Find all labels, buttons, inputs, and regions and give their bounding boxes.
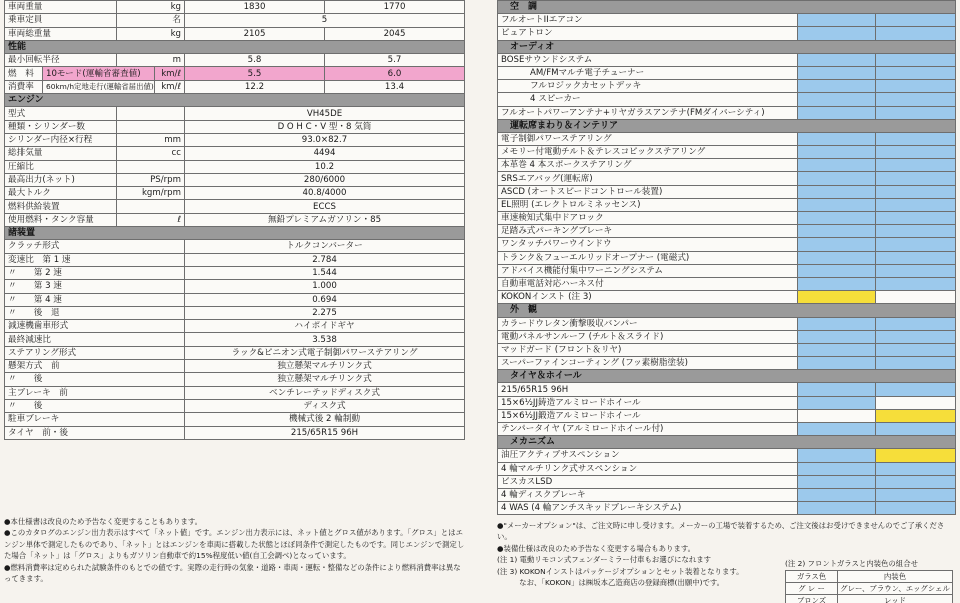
equipment-row	[498, 383, 956, 396]
equipment-row	[498, 172, 956, 185]
row-value: 独立懸架マルチリンク式	[185, 360, 465, 373]
drivetrain-row	[5, 306, 465, 319]
glass-header: 内装色	[838, 571, 953, 583]
availability-cell-1	[798, 449, 876, 462]
equipment-label: ワンタッチパワーウインドウ	[498, 238, 798, 251]
equipment-label: テンパータイヤ (アルミロードホイール付)	[498, 423, 798, 436]
drivetrain-table	[4, 226, 465, 440]
section-title: タイヤ＆ホイール	[498, 370, 956, 383]
equipment-label: アドバイス機能付集中ワーニングシステム	[498, 264, 798, 277]
row-unit: ℓ	[117, 213, 185, 226]
row-value: ラック&ピニオン式電子制御パワーステアリング	[185, 346, 465, 359]
availability-cell-2	[876, 225, 956, 238]
row-value: 3.538	[185, 333, 465, 346]
row-label: 車両重量	[5, 1, 117, 14]
row-label: 〃 第 2 速	[5, 266, 185, 279]
row-unit: kg	[117, 27, 185, 40]
section-title: 諸装置	[5, 227, 465, 240]
drivetrain-row	[5, 240, 465, 253]
row-label: 燃料供給装置	[5, 200, 117, 213]
engine-row	[5, 187, 465, 200]
drivetrain-row	[5, 346, 465, 359]
row-value: 1.000	[185, 280, 465, 293]
availability-cell-1	[798, 185, 876, 198]
availability-cell-2	[876, 343, 956, 356]
availability-cell-2	[876, 317, 956, 330]
availability-cell-2	[876, 212, 956, 225]
availability-cell-1	[798, 251, 876, 264]
engine-row	[5, 107, 465, 120]
equipment-label: カラードウレタン衝撃吸収バンパー	[498, 317, 798, 330]
row-unit	[117, 107, 185, 120]
availability-cell-2	[876, 291, 956, 304]
row-value: 無鉛プレミアムガソリン・85	[185, 213, 465, 226]
glass-color: ブロンズ	[786, 595, 838, 603]
row-label: 圧縮比	[5, 160, 117, 173]
row-value: 280/6000	[185, 173, 465, 186]
row-label: 懸架方式 前	[5, 360, 185, 373]
row-unit: kg	[117, 1, 185, 14]
section-title: 外 観	[498, 304, 956, 317]
row-label: 最高出力(ネット)	[5, 173, 117, 186]
row-sublabel	[43, 67, 155, 80]
availability-cell-1	[798, 396, 876, 409]
equipment-row	[498, 80, 956, 93]
footnote: ●装備仕様は改良のため予告なく変更する場合もあります。	[497, 543, 696, 553]
equipment-label: トランク＆フューエルリッドオープナー (電磁式)	[498, 251, 798, 264]
row-label: ステアリング形式	[5, 346, 185, 359]
equipment-row	[498, 343, 956, 356]
availability-cell-2	[876, 251, 956, 264]
row-value-1: 1830	[185, 1, 325, 14]
section-header	[498, 436, 956, 449]
drivetrain-row	[5, 360, 465, 373]
availability-cell-1	[798, 198, 876, 211]
row-fuel-10mode	[5, 67, 465, 80]
footnote: (注 3) KOKONインストはパッケージオプションとセット装着となります。	[497, 566, 744, 576]
drivetrain-row	[5, 266, 465, 279]
row-value: 0.694	[185, 293, 465, 306]
equipment-label: 4 スピーカー	[498, 93, 798, 106]
availability-cell-1	[798, 66, 876, 79]
equipment-label: 本革巻 4 本スポークステアリング	[498, 159, 798, 172]
equipment-row	[498, 357, 956, 370]
availability-cell-1	[798, 132, 876, 145]
row-label: 種類・シリンダー数	[5, 120, 117, 133]
equipment-label: フルオートパワーアンテナ+リヤガラスアンテナ(FMダイバーシティ)	[498, 106, 798, 119]
equipment-label: メモリー付電動チルト＆テレスコピックステアリング	[498, 146, 798, 159]
section-header	[498, 370, 956, 383]
row-label: 総排気量	[5, 147, 117, 160]
equipment-label: 15×6½JJ鍛造アルミロードホイール	[498, 409, 798, 422]
availability-cell-2	[876, 264, 956, 277]
row-min-turn-radius	[5, 54, 465, 67]
equipment-label: 4 輪マルチリンク式サスペンション	[498, 462, 798, 475]
row-label: 消費率	[5, 80, 43, 93]
row-unit: 名	[117, 14, 185, 27]
glass-header: ガラス色	[786, 571, 838, 583]
availability-cell-2	[876, 488, 956, 501]
row-value-2: 2045	[325, 27, 465, 40]
availability-cell-2	[876, 475, 956, 488]
row-label: 〃 後	[5, 373, 185, 386]
equipment-row	[498, 449, 956, 462]
equipment-label: 4 輪ディスクブレーキ	[498, 488, 798, 501]
section-header	[498, 40, 956, 53]
row-label: 燃 料	[5, 67, 43, 80]
equipment-row	[498, 488, 956, 501]
equipment-row	[498, 212, 956, 225]
availability-cell-2	[876, 409, 956, 422]
availability-cell-2	[876, 396, 956, 409]
section-title: オーディオ	[498, 40, 956, 53]
availability-cell-2	[876, 14, 956, 27]
equipment-row	[498, 291, 956, 304]
footnote: ●このカタログのエンジン出力表示はすべて「ネット値」です。エンジン出力表示には、ネット値とグロス値があります。「グロス」とはエンジン単体で測定したものであり、「ネット」とはエンジンを車両に搭載した状態とほぼ同条件で測定したものです。同じエンジンで測定した場合「ネット」は「グロス」よりもガソリン自動車で約15%程度低い値(自工会調べ)となっています。	[4, 528, 465, 561]
section-title: メカニズム	[498, 436, 956, 449]
row-value-1: 12.2	[185, 80, 325, 93]
equipment-row	[498, 462, 956, 475]
footnote: (注 1) 電動リモコン式フェンダーミラー付車もお選びになれます	[497, 555, 712, 565]
availability-cell-1	[798, 357, 876, 370]
availability-cell-2	[876, 106, 956, 119]
footnote: ●"メーカーオプション"は、ご注文時に申し受けます。メーカーの工場で装着するため、ご注文後はお受けできませんのでご了承ください。	[497, 521, 945, 542]
equipment-row	[498, 423, 956, 436]
equipment-row	[498, 264, 956, 277]
row-value: ディスク式	[185, 399, 465, 412]
equipment-row	[498, 330, 956, 343]
row-label: 主ブレーキ 前	[5, 386, 185, 399]
row-value-2: 6.0	[325, 67, 465, 80]
section-header	[498, 304, 956, 317]
availability-cell-1	[798, 14, 876, 27]
row-value-2: 13.4	[325, 80, 465, 93]
row-capacity	[5, 14, 465, 27]
availability-cell-2	[876, 159, 956, 172]
availability-cell-1	[798, 343, 876, 356]
drivetrain-row	[5, 333, 465, 346]
availability-cell-1	[798, 159, 876, 172]
row-value-2: 1770	[325, 1, 465, 14]
availability-cell-2	[876, 53, 956, 66]
glass-header-row	[786, 571, 953, 583]
drivetrain-row	[5, 413, 465, 426]
equipment-label: マッドガード (フロント＆リヤ)	[498, 343, 798, 356]
row-label: 乗車定員	[5, 14, 117, 27]
glass-color-table	[785, 558, 953, 603]
availability-cell-1	[798, 423, 876, 436]
interior-color: レッド	[838, 595, 953, 603]
availability-cell-2	[876, 330, 956, 343]
equipment-row	[498, 106, 956, 119]
row-label: 最小回転半径	[5, 54, 117, 67]
equipment-row	[498, 159, 956, 172]
equipment-label: 電動パネルサンルーフ (チルト＆スライド)	[498, 330, 798, 343]
row-unit	[117, 160, 185, 173]
section-title: 性能	[5, 40, 465, 53]
section-title: 空 調	[498, 1, 956, 14]
equipment-row	[498, 27, 956, 40]
equipment-label: SRSエアバッグ(運転席)	[498, 172, 798, 185]
equipment-label: ピュアトロン	[498, 27, 798, 40]
equipment-label: スーパーファインコーティング (フッ素樹脂塗装)	[498, 357, 798, 370]
equipment-row	[498, 396, 956, 409]
availability-cell-1	[798, 212, 876, 225]
equipment-label: 足踏み式パーキングブレーキ	[498, 225, 798, 238]
left-footnotes	[4, 516, 466, 584]
row-unit: m	[117, 54, 185, 67]
row-unit: cc	[117, 147, 185, 160]
row-label: タイヤ 前・後	[5, 426, 185, 439]
availability-cell-1	[798, 330, 876, 343]
availability-cell-2	[876, 185, 956, 198]
availability-cell-2	[876, 198, 956, 211]
row-value: 2.784	[185, 253, 465, 266]
glass-color: グ レ ー	[786, 583, 838, 595]
pink-highlight-label: 10モード(運輸省審査値)	[46, 68, 141, 79]
row-value: 40.8/4000	[185, 187, 465, 200]
availability-cell-1	[798, 146, 876, 159]
equipment-label: 油圧アクティブサスペンション	[498, 449, 798, 462]
availability-cell-1	[798, 225, 876, 238]
row-unit: kgm/rpm	[117, 187, 185, 200]
section-header-performance	[5, 40, 465, 53]
availability-cell-1	[798, 277, 876, 290]
row-gross-weight	[5, 27, 465, 40]
left-spec-column	[4, 0, 464, 440]
equipment-label: ASCD (オートスピードコントロール装置)	[498, 185, 798, 198]
availability-cell-1	[798, 475, 876, 488]
row-unit: km/ℓ	[155, 67, 185, 80]
equipment-row	[498, 146, 956, 159]
glass-table-title: (注 2) フロントガラスと内装色の組合せ	[785, 559, 918, 568]
row-fuel-60kmh	[5, 80, 465, 93]
equipment-row	[498, 475, 956, 488]
row-value-1: 5.5	[185, 67, 325, 80]
availability-cell-1	[798, 172, 876, 185]
equipment-label: KOKONインスト (注 3)	[498, 291, 798, 304]
availability-cell-1	[798, 80, 876, 93]
row-label: シリンダー内径×行程	[5, 133, 117, 146]
row-value: D O H C・V 型・8 気筒	[185, 120, 465, 133]
row-value: トルクコンバーター	[185, 240, 465, 253]
row-value: 93.0×82.7	[185, 133, 465, 146]
engine-row	[5, 160, 465, 173]
availability-cell-1	[798, 264, 876, 277]
footnote: ●燃料消費率は定められた試験条件のもとでの値です。実際の走行時の気象・道路・車両・運転・整備などの条件により燃料消費率は異なってきます。	[4, 562, 461, 584]
glass-row	[786, 583, 953, 595]
availability-cell-2	[876, 277, 956, 290]
row-value-1: 5.8	[185, 54, 325, 67]
availability-cell-1	[798, 488, 876, 501]
availability-cell-1	[798, 383, 876, 396]
availability-cell-2	[876, 93, 956, 106]
footnote: ●本仕様書は改良のため予告なく変更することもあります。	[4, 517, 203, 526]
row-label: 〃 後	[5, 399, 185, 412]
section-title: 運転席まわり＆インテリア	[498, 119, 956, 132]
equipment-row	[498, 225, 956, 238]
equipment-row	[498, 185, 956, 198]
equipment-row	[498, 66, 956, 79]
section-header	[498, 1, 956, 14]
row-value: ハイポイドギヤ	[185, 320, 465, 333]
glass-combo-table	[785, 570, 953, 603]
equipment-label: AM/FMマルチ電子チューナー	[498, 66, 798, 79]
row-unit: km/ℓ	[155, 80, 185, 93]
row-label: 車両総重量	[5, 27, 117, 40]
row-value: 215/65R15 96H	[185, 426, 465, 439]
engine-row	[5, 147, 465, 160]
equipment-row	[498, 317, 956, 330]
equipment-label: フルロジックカセットデッキ	[498, 80, 798, 93]
availability-cell-2	[876, 132, 956, 145]
row-unit: PS/rpm	[117, 173, 185, 186]
availability-cell-1	[798, 238, 876, 251]
availability-cell-2	[876, 423, 956, 436]
equipment-label: 電子制御パワーステアリング	[498, 132, 798, 145]
row-label: 〃 第 4 速	[5, 293, 185, 306]
availability-cell-1	[798, 53, 876, 66]
equipment-label: 215/65R15 96H	[498, 383, 798, 396]
row-value: 1.544	[185, 266, 465, 279]
engine-row	[5, 173, 465, 186]
row-label: 型式	[5, 107, 117, 120]
drivetrain-row	[5, 399, 465, 412]
equipment-label: 自動車電話対応ハーネス付	[498, 277, 798, 290]
row-label: 〃 第 3 速	[5, 280, 185, 293]
drivetrain-row	[5, 426, 465, 439]
equipment-table	[497, 0, 956, 515]
section-header	[498, 119, 956, 132]
equipment-row	[498, 277, 956, 290]
section-header-drivetrain	[5, 227, 465, 240]
availability-cell-1	[798, 462, 876, 475]
equipment-row	[498, 502, 956, 515]
availability-cell-2	[876, 502, 956, 515]
section-title: エンジン	[5, 94, 465, 107]
row-label: 変速比 第 1 速	[5, 253, 185, 266]
availability-cell-2	[876, 172, 956, 185]
row-label: 最終減速比	[5, 333, 185, 346]
row-value: 10.2	[185, 160, 465, 173]
row-label: クラッチ形式	[5, 240, 185, 253]
row-value: ECCS	[185, 200, 465, 213]
row-label: 使用燃料・タンク容量	[5, 213, 117, 226]
engine-row	[5, 120, 465, 133]
equipment-row	[498, 93, 956, 106]
row-unit: mm	[117, 133, 185, 146]
availability-cell-1	[798, 502, 876, 515]
availability-cell-1	[798, 93, 876, 106]
availability-cell-2	[876, 80, 956, 93]
availability-cell-2	[876, 146, 956, 159]
row-value-1: 2105	[185, 27, 325, 40]
equipment-row	[498, 198, 956, 211]
availability-cell-1	[798, 106, 876, 119]
row-label: 最大トルク	[5, 187, 117, 200]
availability-cell-1	[798, 409, 876, 422]
availability-cell-1	[798, 317, 876, 330]
equipment-row	[498, 238, 956, 251]
availability-cell-2	[876, 27, 956, 40]
row-label: 〃 後 退	[5, 306, 185, 319]
equipment-row	[498, 409, 956, 422]
row-label: 駐車ブレーキ	[5, 413, 185, 426]
drivetrain-row	[5, 280, 465, 293]
availability-cell-1	[798, 291, 876, 304]
availability-cell-1	[798, 27, 876, 40]
engine-row	[5, 133, 465, 146]
row-value-merged: 5	[185, 14, 465, 27]
equipment-row	[498, 14, 956, 27]
row-value: VH45DE	[185, 107, 465, 120]
engine-table	[4, 93, 465, 227]
row-value: ベンチレーテッドディスク式	[185, 386, 465, 399]
row-vehicle-weight	[5, 1, 465, 14]
equipment-label: 15×6½JJ鋳造アルミロードホイール	[498, 396, 798, 409]
equipment-row	[498, 251, 956, 264]
row-value: 機械式後 2 輪制動	[185, 413, 465, 426]
row-label: 減速機歯車形式	[5, 320, 185, 333]
drivetrain-row	[5, 293, 465, 306]
engine-row	[5, 213, 465, 226]
availability-cell-2	[876, 66, 956, 79]
availability-cell-2	[876, 357, 956, 370]
equipment-label: 車速検知式集中ドアロック	[498, 212, 798, 225]
equipment-label: BOSEサウンドシステム	[498, 53, 798, 66]
row-sublabel: 60km/h定地走行(運輸省届出値)	[43, 80, 155, 93]
equipment-label: 4 WAS (4 輪アンチスキッドブレーキシステム)	[498, 502, 798, 515]
availability-cell-2	[876, 462, 956, 475]
row-unit	[117, 200, 185, 213]
spec-table-left	[4, 0, 465, 67]
fuel-table	[4, 66, 465, 94]
row-unit	[117, 120, 185, 133]
drivetrain-row	[5, 253, 465, 266]
equipment-label: フルオートIIエアコン	[498, 14, 798, 27]
row-value-2: 5.7	[325, 54, 465, 67]
section-header-engine	[5, 94, 465, 107]
drivetrain-row	[5, 386, 465, 399]
row-value: 4494	[185, 147, 465, 160]
availability-cell-2	[876, 238, 956, 251]
equipment-row	[498, 53, 956, 66]
equipment-label: EL照明 (エレクトロルミネッセンス)	[498, 198, 798, 211]
row-value: 独立懸架マルチリンク式	[185, 373, 465, 386]
interior-color: グレー、ブラウン、エッグシェル	[838, 583, 953, 595]
drivetrain-row	[5, 373, 465, 386]
right-equipment-column	[497, 0, 955, 515]
availability-cell-2	[876, 383, 956, 396]
engine-row	[5, 200, 465, 213]
row-value: 2.275	[185, 306, 465, 319]
footnote: なお、「KOKON」は㈱坂本乙造商店の登録商標(出願中)です。	[497, 578, 725, 588]
glass-row	[786, 595, 953, 603]
equipment-label: ビスカスLSD	[498, 475, 798, 488]
equipment-row	[498, 132, 956, 145]
drivetrain-row	[5, 320, 465, 333]
availability-cell-2	[876, 449, 956, 462]
